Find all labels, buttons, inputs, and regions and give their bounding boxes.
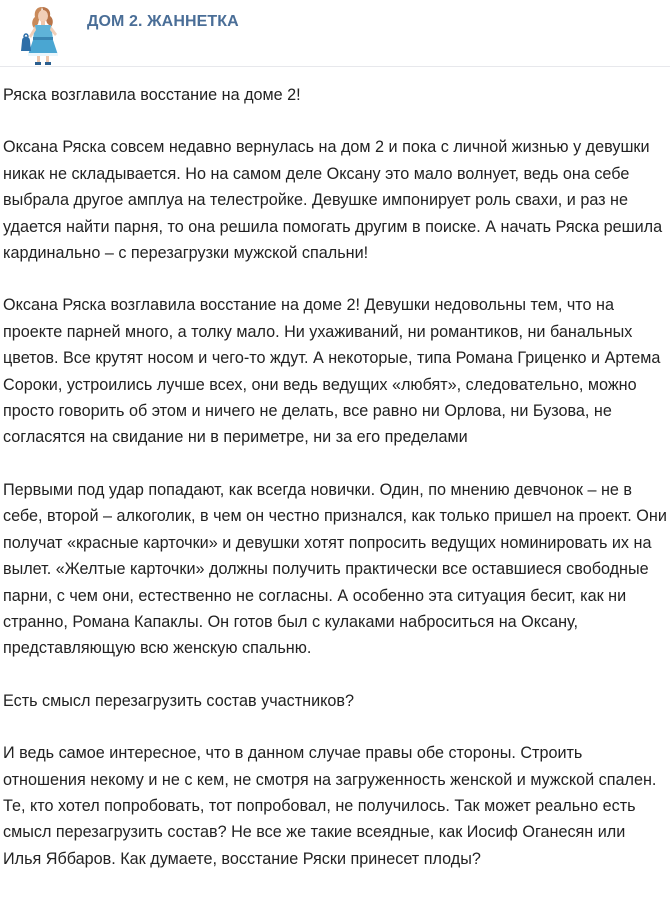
woman-avatar-icon[interactable]	[20, 3, 72, 65]
article-body	[3, 82, 667, 898]
article-paragraph: Первыми под удар попадают, как всегда новички. Один, по мнению девчонок – не в себе, второй – алкоголик, в чем он честно признался, как только пришел на проект. Они получат «красные карточки» и девушки хотят попросить ведущих номинировать их на вылет. «Желтые карточки» должны получить практически все оставшиеся свободные парни, с чем они, естественно не согласны. А особенно эта ситуация бесит, как ни странно, Романа Капаклы. Он готов был с кулаками наброситься на Оксану, представляющую всю женскую спальню.	[3, 480, 667, 658]
article-paragraph: Оксана Ряска совсем недавно вернулась на дом 2 и пока с личной жизнью у девушки никак не складывается. Но на самом деле Оксану это мало волнует, ведь она себе выбрала другое амплуа на телестройке. Девушке импонирует роль свахи, и раз не удается найти парня, то она решила помогать другим в поиске. А начать Ряска решила кардинально – с перезагрузки мужской спальни!	[3, 138, 663, 263]
article-paragraph: И ведь самое интересное, что в данном случае правы обе стороны. Строить отношения некому и не с кем, не смотря на загруженность женской и мужской спален. Те, кто хотел попробовать, тот попробовал, не получилось. Так может реально есть смысл перезагрузить состав? Не все же такие всеядные, как Иосиф Оганесян или Илья Яббаров. Как думаете, восстание Ряски принесет плоды?	[3, 744, 657, 868]
channel-name[interactable]: ДОМ 2. ЖАННЕТКА	[87, 13, 239, 30]
article-subheading: Есть смысл перезагрузить состав участников?	[3, 691, 355, 710]
article-paragraph: Оксана Ряска возглавила восстание на доме 2! Девушки недовольны тем, что на проекте парней много, а толку мало. Ни ухаживаний, ни романтиков, ни банальных цветов. Все крутят носом и чего-то ждут. А некоторые, типа Романа Гриценко и Артема Сороки, устроились лучше всех, они ведь ведущих «любят», следовательно, можно просто говорить об этом и ничего не делать, все равно ни Орлова, ни Бузова, не согласятся на свидание ни в периметре, ни за его пределами	[3, 296, 661, 447]
article-title: Ряска возглавила восстание на доме 2!	[3, 86, 301, 104]
post-header	[0, 0, 670, 67]
